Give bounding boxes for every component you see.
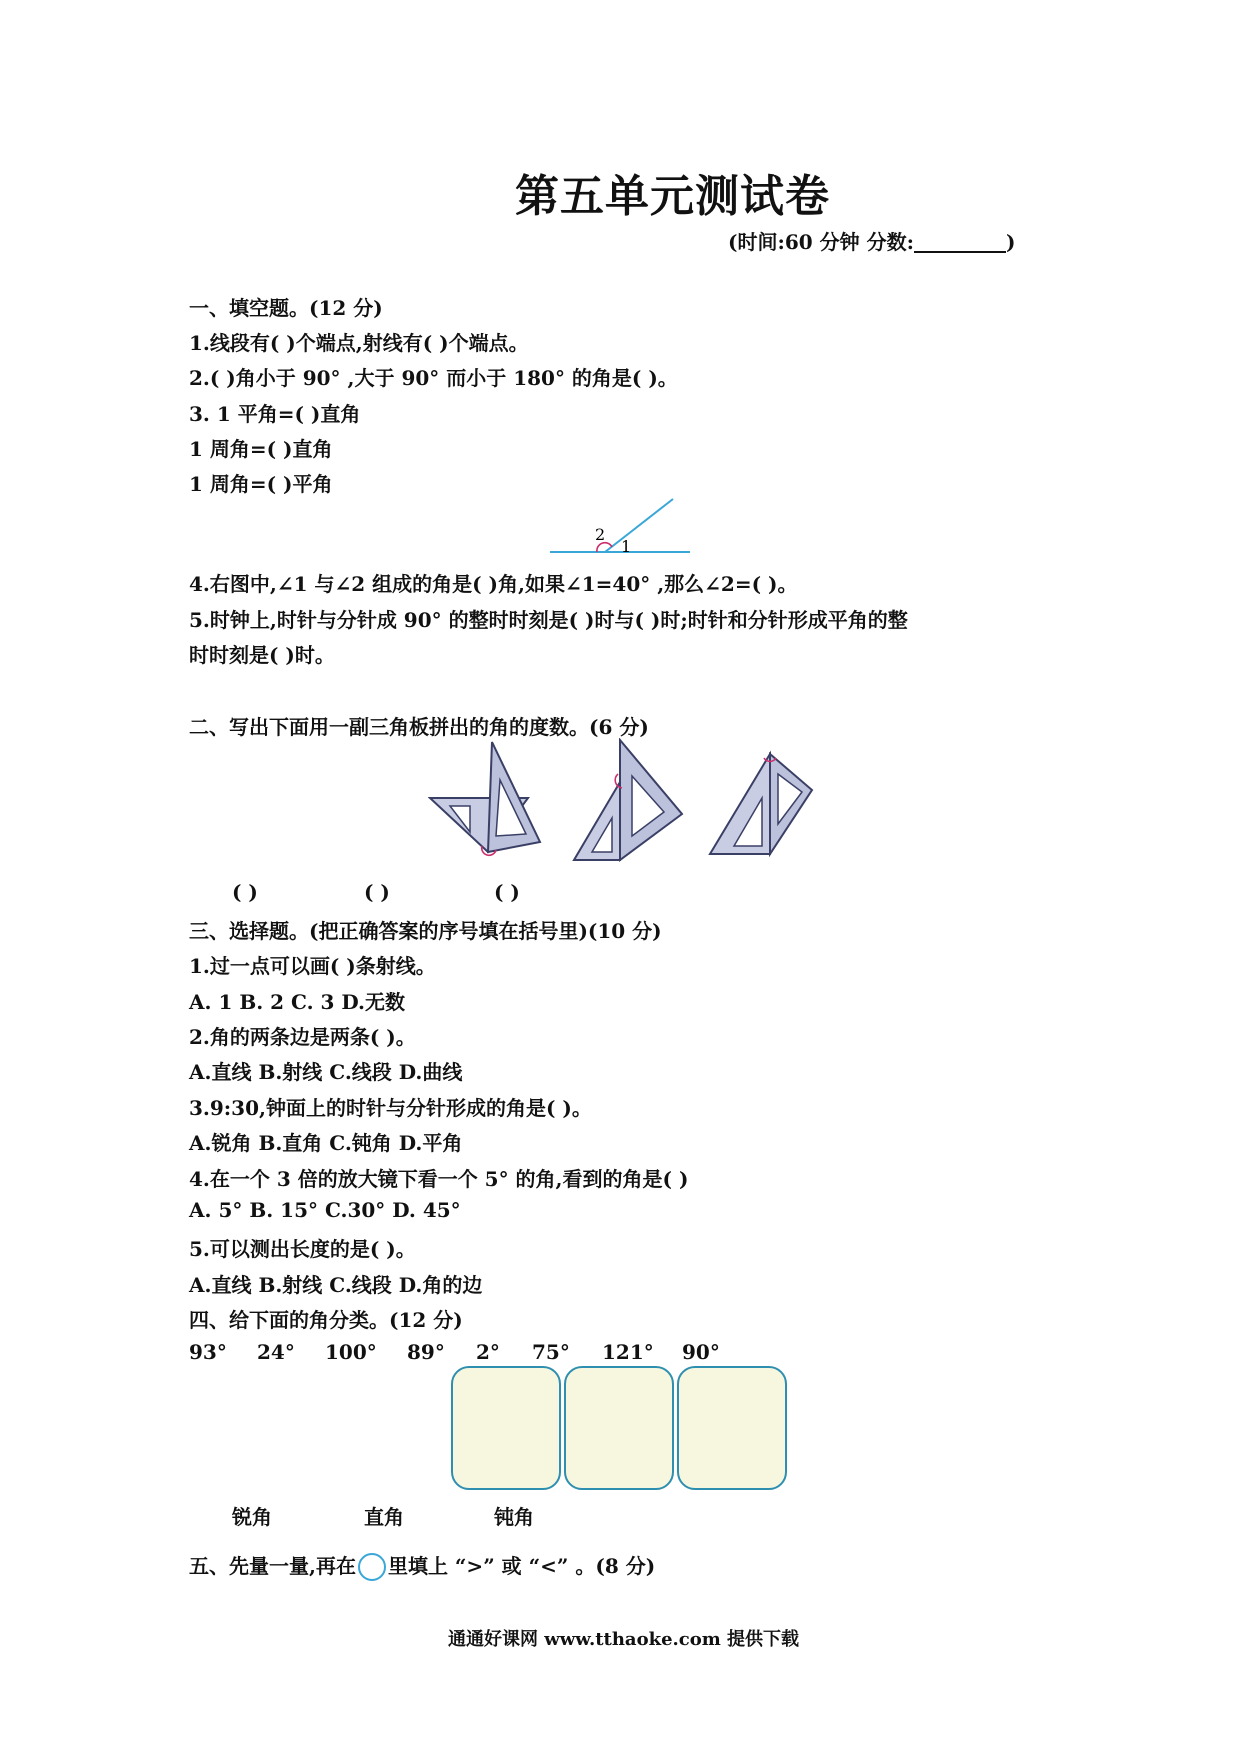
score-blank[interactable] xyxy=(914,231,1006,253)
section3-q3-options: A.锐角 B.直角 C.钝角 D.平角 xyxy=(189,1131,463,1155)
section1-q4: 4.右图中,∠1 与∠2 组成的角是( )角,如果∠1=40° ,那么∠2=( )。 xyxy=(189,572,798,596)
section1-q3b: 1 周角=( )直角 xyxy=(189,437,333,461)
section3-q2-options: A.直线 B.射线 C.线段 D.曲线 xyxy=(189,1060,463,1084)
angle-figure xyxy=(545,495,705,561)
angle-value: 89° xyxy=(407,1340,445,1364)
category-obtuse: 钝角 xyxy=(494,1505,534,1529)
section1-heading: 一、填空题。(12 分) xyxy=(189,296,383,320)
angle-label-1: 1 xyxy=(621,537,632,556)
classify-box-right[interactable] xyxy=(564,1366,674,1490)
section3-q3: 3.9:30,钟面上的时针与分针形成的角是( )。 xyxy=(189,1096,592,1120)
exam-meta xyxy=(728,226,1015,255)
exam-meta-close: ) xyxy=(1006,230,1016,254)
page-title: 第五单元测试卷 xyxy=(515,171,830,222)
compare-circle-icon xyxy=(358,1553,386,1581)
angle-value: 93° xyxy=(189,1340,227,1364)
section1-q2: 2.( )角小于 90° ,大于 90° 而小于 180° 的角是( )。 xyxy=(189,366,678,390)
section1-q3c: 1 周角=( )平角 xyxy=(189,472,333,496)
angle-value: 121° xyxy=(602,1340,654,1364)
section2-heading: 二、写出下面用一副三角板拼出的角的度数。(6 分) xyxy=(189,715,649,739)
section2-answer-3[interactable]: ( ) xyxy=(494,880,520,904)
section5-heading-start: 五、先量一量,再在 xyxy=(189,1554,356,1578)
set-square-figure-2 xyxy=(572,738,684,862)
angle-label-2: 2 xyxy=(595,525,606,544)
set-square-figure-3 xyxy=(708,746,816,858)
section3-q1-options: A. 1 B. 2 C. 3 D.无数 xyxy=(189,990,405,1014)
classify-box-obtuse[interactable] xyxy=(677,1366,787,1490)
section3-q5: 5.可以测出长度的是( )。 xyxy=(189,1237,416,1261)
section2-answer-2[interactable]: ( ) xyxy=(364,880,390,904)
section1-q3a: 3. 1 平角=( )直角 xyxy=(189,402,361,426)
section3-q1: 1.过一点可以画( )条射线。 xyxy=(189,954,436,978)
section1-q5a: 5.时钟上,时针与分针成 90° 的整时时刻是( )时与( )时;时针和分针形成平角的整 xyxy=(189,608,908,632)
section3-q4-options: A. 5° B. 15° C.30° D. 45° xyxy=(189,1198,461,1222)
section1-q1: 1.线段有( )个端点,射线有( )个端点。 xyxy=(189,331,529,355)
section5-heading xyxy=(189,1550,655,1581)
section1-q5b: 时时刻是( )时。 xyxy=(189,643,335,667)
category-acute: 锐角 xyxy=(232,1505,272,1529)
section3-heading: 三、选择题。(把正确答案的序号填在括号里)(10 分) xyxy=(189,919,662,943)
section4-heading: 四、给下面的角分类。(12 分) xyxy=(189,1308,463,1332)
section2-answer-1[interactable]: ( ) xyxy=(232,880,258,904)
set-square-figure-1 xyxy=(428,740,548,860)
section5-heading-end: 里填上 “>” 或 “<” 。(8 分) xyxy=(387,1554,656,1578)
section3-q2: 2.角的两条边是两条( )。 xyxy=(189,1025,416,1049)
section3-q4: 4.在一个 3 倍的放大镜下看一个 5° 的角,看到的角是( ) xyxy=(189,1167,689,1191)
category-right: 直角 xyxy=(364,1505,404,1529)
angle-ray xyxy=(605,499,673,552)
page-footer: 通通好课网 www.tthaoke.com 提供下载 xyxy=(448,1629,800,1650)
angle-value: 2° xyxy=(476,1340,500,1364)
section3-q5-options: A.直线 B.射线 C.线段 D.角的边 xyxy=(189,1273,483,1297)
angle-value: 75° xyxy=(532,1340,570,1364)
angle-value: 100° xyxy=(325,1340,377,1364)
angle-value: 24° xyxy=(257,1340,295,1364)
angle-value: 90° xyxy=(682,1340,720,1364)
classify-box-acute[interactable] xyxy=(451,1366,561,1490)
exam-meta-text: (时间:60 分钟 分数: xyxy=(728,230,914,254)
